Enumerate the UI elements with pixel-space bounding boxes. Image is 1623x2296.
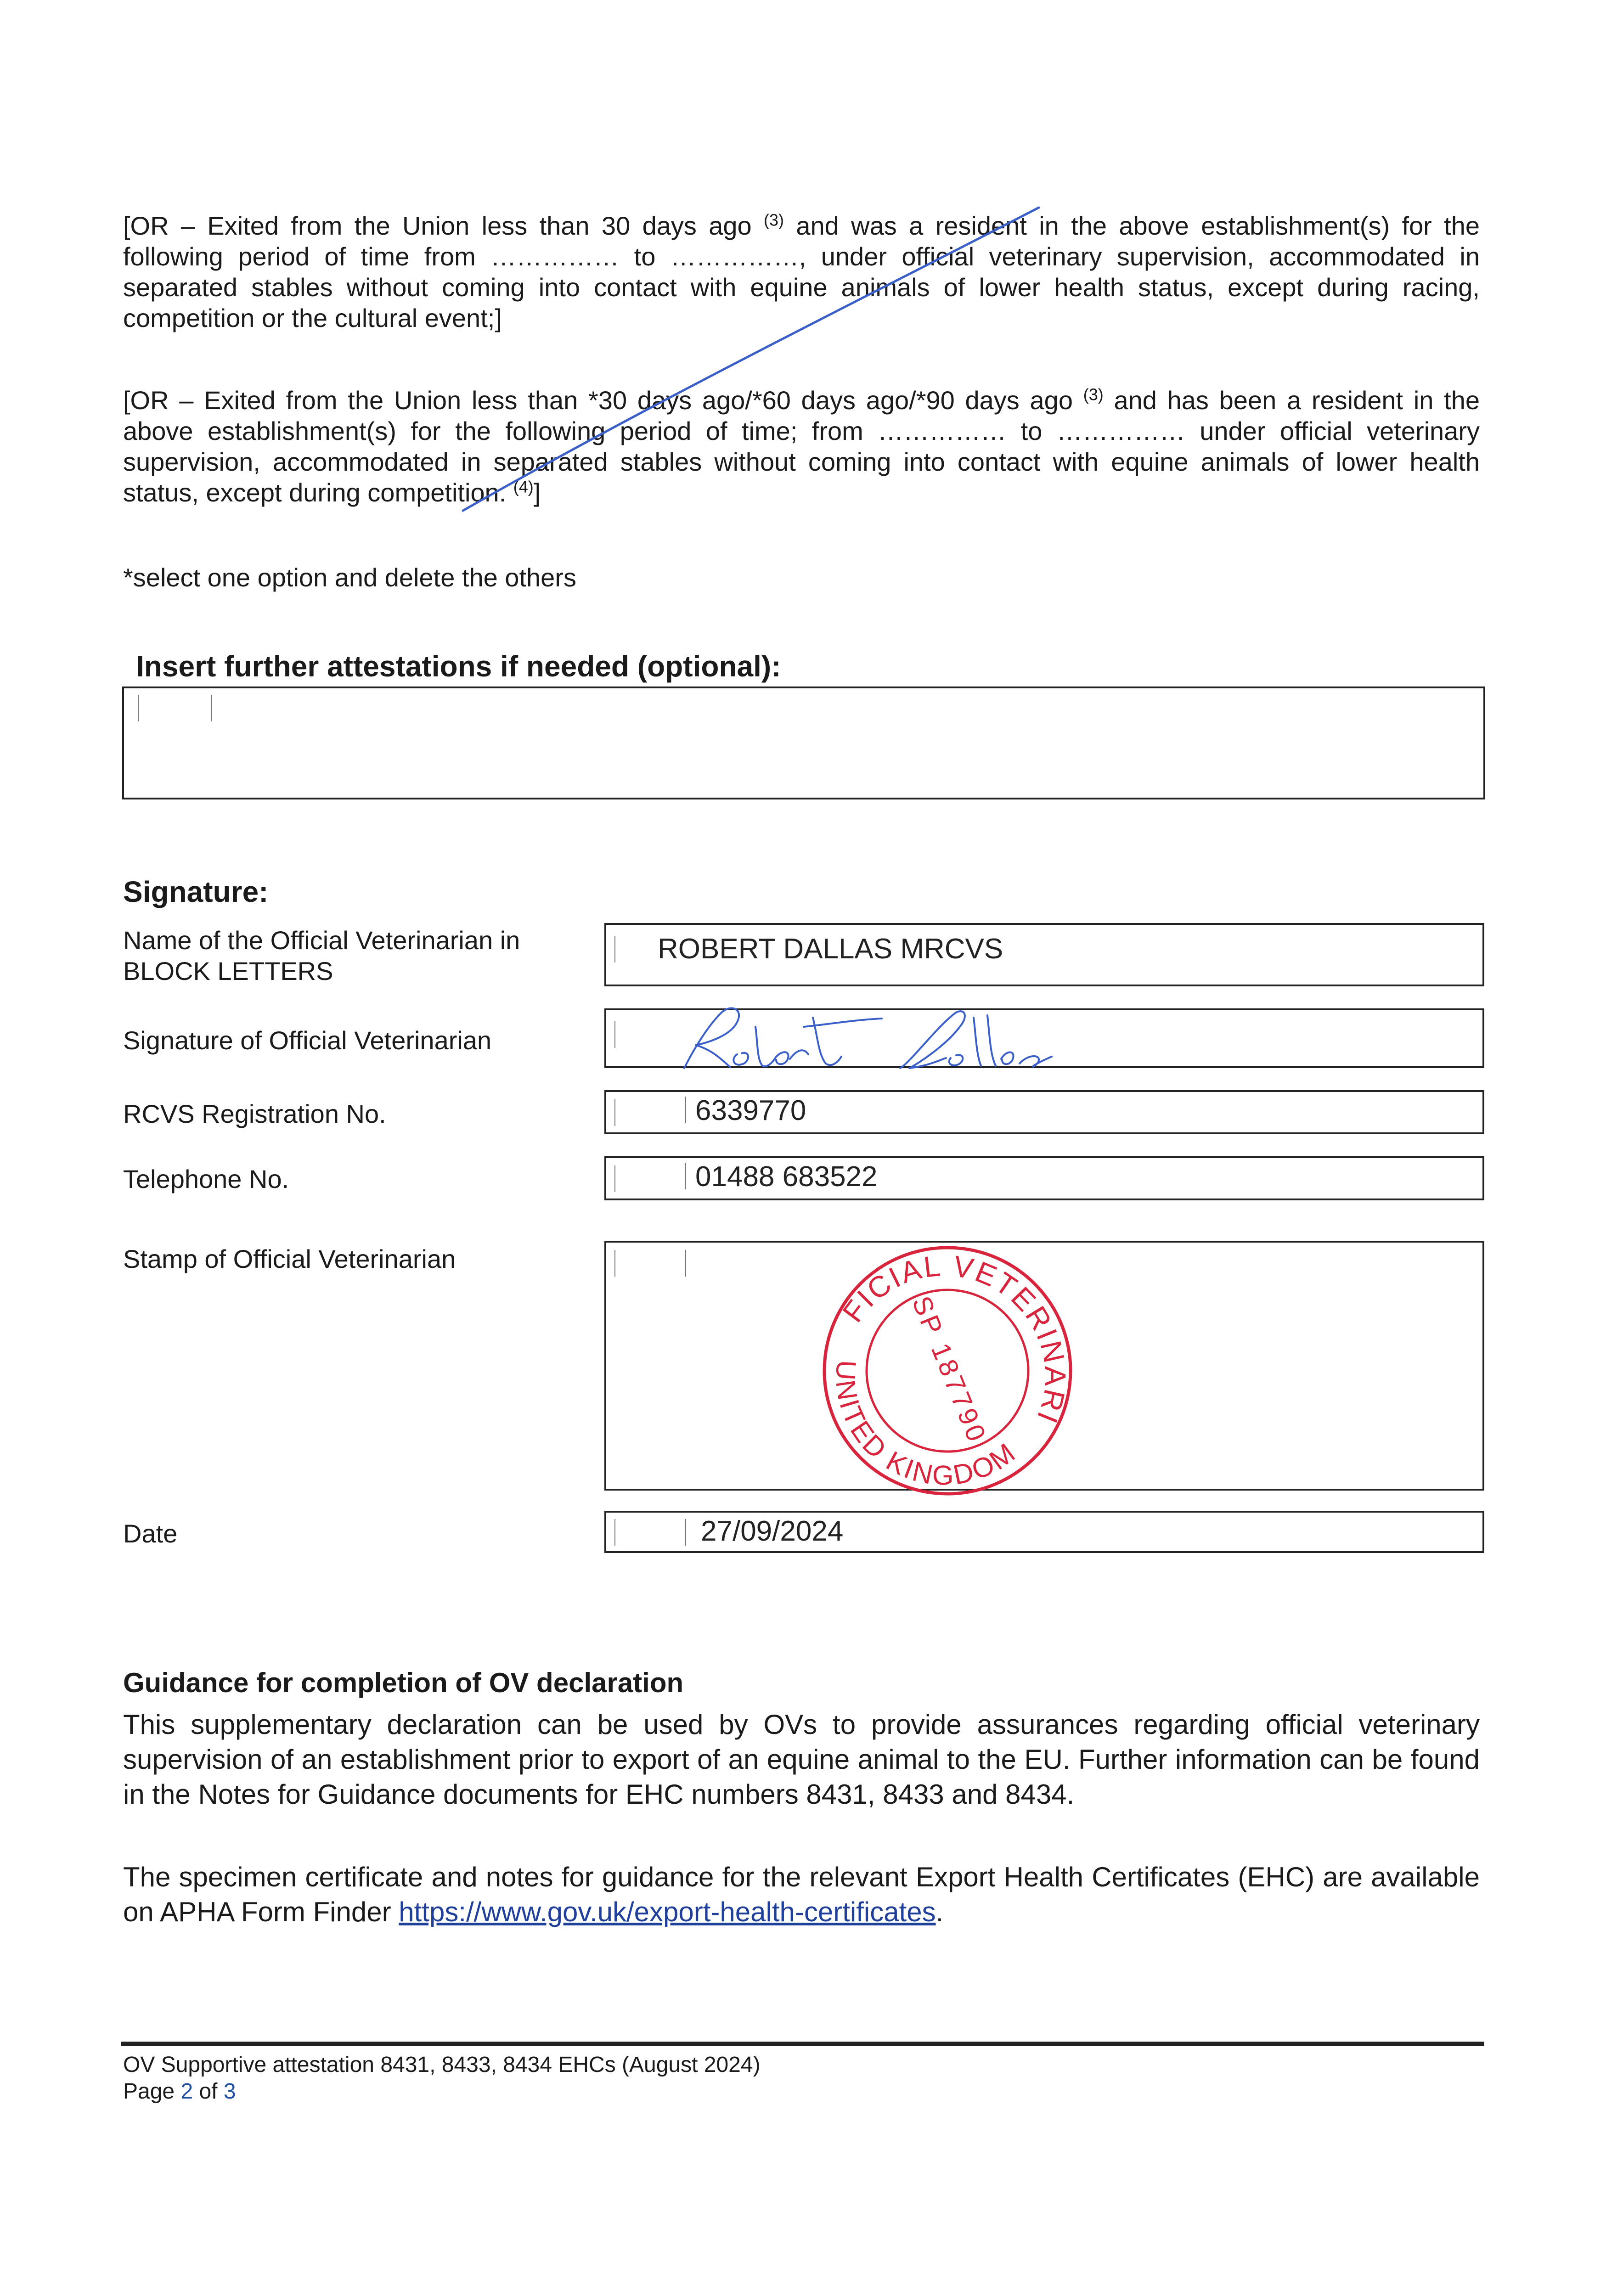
rcvs-field[interactable] [604,1090,1484,1134]
stamp-top-text: OFFICIAL VETERINARIAN [836,1249,1072,1429]
date-label: Date [123,1519,178,1548]
footer-title: OV Supportive attestation 8431, 8433, 8434 EHCs (August 2024) [123,2053,761,2077]
stamp-bottom-text: UNITED KINGDOM [830,1359,1022,1491]
page-current: 2 [180,2079,193,2104]
field-marker [211,695,212,721]
further-attestations-heading: Insert further attestations if needed (optional): [136,650,781,683]
guidance-paragraph-2-text: The specimen certificate and notes for guidance for the relevant Export Health Certificates (EHC) are available on APHA Form Finder [123,1862,1480,1927]
field-marker [685,1163,686,1189]
field-marker [614,1021,615,1048]
stamp-label: Stamp of Official Veterinarian [123,1244,456,1273]
date-field[interactable] [604,1511,1484,1553]
footnote-3: (3) [1083,385,1104,404]
stamp-center-text: SP 187790 [906,1292,992,1448]
field-marker [138,695,139,721]
or-multi-days-suffix: ] [533,478,541,507]
field-marker [614,936,615,962]
telephone-label: Telephone No. [123,1165,289,1193]
telephone-value: 01488 683522 [695,1161,878,1193]
page-prefix: Page [123,2079,181,2104]
signature-field[interactable] [604,1008,1484,1068]
page-total: 3 [223,2079,236,2104]
footnote-3: (3) [764,210,784,230]
guidance-paragraph-2 [123,1860,1480,1930]
telephone-field[interactable] [604,1156,1484,1200]
further-attestations-field[interactable] [122,687,1485,799]
name-field[interactable] [604,923,1484,986]
guidance-heading: Guidance for completion of OV declaration [123,1667,684,1698]
guidance-paragraph-2-end: . [935,1896,944,1927]
page-of: of [193,2079,224,2104]
footnote-4: (4) [513,477,534,496]
signature-heading: Signature: [123,875,269,908]
rcvs-label: RCVS Registration No. [123,1099,386,1128]
stamp-field[interactable] [604,1241,1484,1491]
field-marker [685,1519,686,1546]
date-value: 27/09/2024 [701,1515,844,1547]
footer-rule [121,2042,1484,2046]
field-marker [685,1250,686,1277]
official-veterinarian-stamp [812,1240,1083,1502]
rcvs-value: 6339770 [695,1095,806,1126]
or-30-days-prefix: [OR – Exited from the Union less than 30 days ago [123,211,764,240]
export-health-certificates-link[interactable]: https://www.gov.uk/export-health-certificates [399,1896,936,1927]
field-marker [614,1519,615,1546]
handwritten-signature [652,999,1065,1077]
or-multi-days-middle: and has been a resident in the above establishment(s) for the following period of time; from …………… to …………… under official veterinary supervision, accommodated in separated stables without coming into contact with equine animals of lower health status, except during competition. [123,386,1480,507]
select-note: *select one option and delete the others [123,563,576,592]
field-marker [614,1165,615,1192]
svg-text:UNITED KINGDOM [812,1348,1028,1502]
page-number [123,2078,236,2105]
or-multi-days-prefix: [OR – Exited from the Union less than *30 days ago/*60 days ago/*90 days ago [123,386,1083,415]
field-marker [614,1250,615,1277]
or-30-days-suffix: and was a resident in the above establishment(s) for the following period of time from …………… to ……………, under official veterinary supervision, accommodated in separated stables without coming into contact with equine animals of lower health status, except during racing, competition or the cultural event;] [123,211,1480,332]
field-marker [685,1097,686,1123]
name-label: Name of the Official Veterinarian in BLOCK LETTERS [123,926,520,985]
field-marker [614,1099,615,1126]
guidance-paragraph-1: This supplementary declaration can be used by OVs to provide assurances regarding official veterinary supervision of an establishment prior to export of an equine animal to the EU. Further information can be found in the Notes for Guidance documents for EHC numbers 8431, 8433 and 8434. [123,1709,1480,1810]
name-value: ROBERT DALLAS MRCVS [658,933,1003,965]
signature-label: Signature of Official Veterinarian [123,1026,492,1055]
